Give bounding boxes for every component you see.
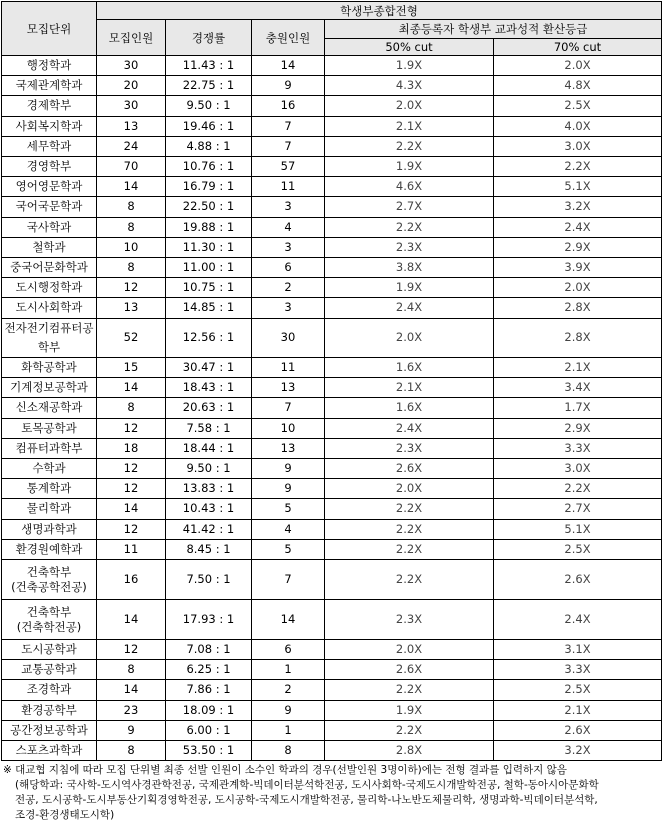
table-row: [2, 560, 662, 600]
cut70-cell: 2.0X: [494, 56, 662, 76]
table-row: [2, 136, 662, 156]
cut50-cell: 2.4X: [325, 418, 494, 438]
header-group: 학생부종합전형: [97, 2, 662, 20]
table-row: [2, 258, 662, 278]
cut50-cell: 2.2X: [325, 560, 494, 600]
waitlist-cell: 1: [252, 720, 325, 740]
cut50-cell: 1.9X: [325, 157, 494, 177]
waitlist-cell: 11: [252, 177, 325, 197]
competition-cell: 6.25 : 1: [166, 660, 252, 680]
competition-cell: 7.50 : 1: [166, 560, 252, 600]
recruit-cell: 8: [97, 258, 166, 278]
unit-cell: 물리학과: [2, 499, 97, 519]
recruit-cell: 9: [97, 720, 166, 740]
waitlist-cell: 7: [252, 116, 325, 136]
cut70-cell: 2.6X: [494, 720, 662, 740]
cut50-cell: 2.7X: [325, 197, 494, 217]
waitlist-cell: 14: [252, 56, 325, 76]
table-row: [2, 177, 662, 197]
recruit-cell: 13: [97, 298, 166, 318]
cut50-cell: 2.2X: [325, 499, 494, 519]
cut70-cell: 2.5X: [494, 539, 662, 559]
unit-cell: 화학공학과: [2, 358, 97, 378]
waitlist-cell: 30: [252, 318, 325, 357]
unit-cell: 환경공학부: [2, 700, 97, 720]
competition-cell: 13.83 : 1: [166, 479, 252, 499]
table-row: [2, 660, 662, 680]
recruit-cell: 10: [97, 237, 166, 257]
cut50-cell: 2.8X: [325, 741, 494, 761]
waitlist-cell: 13: [252, 378, 325, 398]
header-competition: 경쟁률: [166, 20, 252, 56]
cut70-cell: 2.5X: [494, 680, 662, 700]
waitlist-cell: 4: [252, 217, 325, 237]
waitlist-cell: 7: [252, 398, 325, 418]
cut50-cell: 2.3X: [325, 237, 494, 257]
cut70-cell: 4.0X: [494, 116, 662, 136]
table-row: [2, 298, 662, 318]
cut50-cell: 2.2X: [325, 680, 494, 700]
unit-cell: [2, 560, 97, 600]
unit-cell: 기계정보공학과: [2, 378, 97, 398]
cut70-cell: 2.8X: [494, 318, 662, 357]
table-row: [2, 459, 662, 479]
cut50-cell: 2.3X: [325, 438, 494, 458]
waitlist-cell: 9: [252, 700, 325, 720]
competition-cell: 22.50 : 1: [166, 197, 252, 217]
competition-cell: 22.75 : 1: [166, 76, 252, 96]
cut70-cell: 2.1X: [494, 358, 662, 378]
unit-cell: 환경원예학과: [2, 539, 97, 559]
waitlist-cell: 9: [252, 479, 325, 499]
waitlist-cell: 6: [252, 640, 325, 660]
header-grade-group: 최종등록자 학생부 교과성적 환산등급: [325, 20, 662, 39]
cut70-cell: 5.1X: [494, 519, 662, 539]
unit-subname: (건축학전공): [16, 619, 82, 634]
waitlist-cell: 11: [252, 358, 325, 378]
cut50-cell: 2.0X: [325, 318, 494, 357]
table-row: [2, 539, 662, 559]
unit-name: 건축학부: [26, 564, 72, 579]
table-row: [2, 640, 662, 660]
cut70-cell: 3.3X: [494, 438, 662, 458]
table-row: [2, 237, 662, 257]
admission-results-table: [1, 1, 662, 761]
header-cut70: 70% cut: [494, 39, 662, 56]
competition-cell: 16.79 : 1: [166, 177, 252, 197]
waitlist-cell: 6: [252, 258, 325, 278]
cut50-cell: 2.1X: [325, 378, 494, 398]
table-row: [2, 741, 662, 761]
competition-cell: 7.58 : 1: [166, 418, 252, 438]
cut50-cell: 2.4X: [325, 298, 494, 318]
recruit-cell: 12: [97, 459, 166, 479]
waitlist-cell: 3: [252, 298, 325, 318]
footnote-line: 조경-환경생태도시학): [15, 809, 115, 822]
unit-cell: 생명과학과: [2, 519, 97, 539]
cut70-cell: 4.8X: [494, 76, 662, 96]
recruit-cell: 24: [97, 136, 166, 156]
recruit-cell: 18: [97, 438, 166, 458]
waitlist-cell: 9: [252, 459, 325, 479]
table-row: [2, 378, 662, 398]
cut70-cell: 3.3X: [494, 660, 662, 680]
table-row: [2, 700, 662, 720]
cut50-cell: 2.6X: [325, 459, 494, 479]
table-row: [2, 157, 662, 177]
competition-cell: 17.93 : 1: [166, 600, 252, 640]
footnote-line: (해당학과: 국사학-도시역사경관학전공, 국제관계학-빅데이터분석학전공, 도시사회학-국제도시개발학전공, 철학-동아시아문화학: [15, 779, 599, 792]
table-row: [2, 217, 662, 237]
unit-cell: 국사학과: [2, 217, 97, 237]
cut70-cell: 3.0X: [494, 459, 662, 479]
unit-cell: 교통공학과: [2, 660, 97, 680]
competition-cell: 11.30 : 1: [166, 237, 252, 257]
recruit-cell: 15: [97, 358, 166, 378]
recruit-cell: 11: [97, 539, 166, 559]
table-row: [2, 519, 662, 539]
recruit-cell: 8: [97, 660, 166, 680]
table-row: [2, 116, 662, 136]
waitlist-cell: 5: [252, 539, 325, 559]
competition-cell: 12.56 : 1: [166, 318, 252, 357]
unit-cell: 스포츠과학과: [2, 741, 97, 761]
competition-cell: 19.46 : 1: [166, 116, 252, 136]
table-row: [2, 438, 662, 458]
header-cut50: 50% cut: [325, 39, 494, 56]
cut70-cell: 2.8X: [494, 298, 662, 318]
recruit-cell: 12: [97, 418, 166, 438]
unit-cell: 전자전기컴퓨터공학부: [2, 318, 97, 357]
unit-cell: 조경학과: [2, 680, 97, 700]
header-unit: 모집단위: [2, 2, 97, 56]
unit-cell: 국어국문학과: [2, 197, 97, 217]
unit-cell: 중국어문화학과: [2, 258, 97, 278]
waitlist-cell: 5: [252, 499, 325, 519]
unit-cell: 사회복지학과: [2, 116, 97, 136]
recruit-cell: 13: [97, 116, 166, 136]
cut70-cell: 2.5X: [494, 96, 662, 116]
recruit-cell: 14: [97, 177, 166, 197]
header-waitlist: 충원인원: [252, 20, 325, 56]
unit-cell: [2, 600, 97, 640]
waitlist-cell: 8: [252, 741, 325, 761]
cut70-cell: 3.2X: [494, 197, 662, 217]
waitlist-cell: 9: [252, 76, 325, 96]
recruit-cell: 14: [97, 600, 166, 640]
unit-cell: 도시행정학과: [2, 278, 97, 298]
table-row: [2, 680, 662, 700]
footnote-line: ※ 대교협 지침에 따라 모집 단위별 최종 선발 인원이 소수인 학과의 경우(선발인원 3명이하)에는 전형 결과를 입력하지 않음: [3, 764, 567, 777]
cut50-cell: 2.2X: [325, 539, 494, 559]
recruit-cell: 14: [97, 680, 166, 700]
cut70-cell: 3.9X: [494, 258, 662, 278]
cut70-cell: 3.2X: [494, 741, 662, 761]
competition-cell: 9.50 : 1: [166, 96, 252, 116]
cut50-cell: 2.6X: [325, 660, 494, 680]
unit-cell: 통계학과: [2, 479, 97, 499]
cut50-cell: 2.0X: [325, 479, 494, 499]
competition-cell: 20.63 : 1: [166, 398, 252, 418]
waitlist-cell: 14: [252, 600, 325, 640]
waitlist-cell: 4: [252, 519, 325, 539]
recruit-cell: 30: [97, 56, 166, 76]
competition-cell: 18.43 : 1: [166, 378, 252, 398]
cut70-cell: 2.1X: [494, 700, 662, 720]
cut50-cell: 4.3X: [325, 76, 494, 96]
competition-cell: 7.86 : 1: [166, 680, 252, 700]
unit-subname: (건축공학전공): [11, 579, 87, 594]
competition-cell: 41.42 : 1: [166, 519, 252, 539]
cut70-cell: 5.1X: [494, 177, 662, 197]
unit-cell: 철학과: [2, 237, 97, 257]
unit-name: 건축학부: [26, 604, 72, 619]
table-row: [2, 76, 662, 96]
unit-cell: 신소재공학과: [2, 398, 97, 418]
cut70-cell: 2.2X: [494, 157, 662, 177]
cut70-cell: 2.2X: [494, 479, 662, 499]
cut70-cell: 2.6X: [494, 560, 662, 600]
cut50-cell: 2.2X: [325, 720, 494, 740]
unit-cell: 영어영문학과: [2, 177, 97, 197]
unit-cell: 토목공학과: [2, 418, 97, 438]
recruit-cell: 8: [97, 197, 166, 217]
unit-cell: 세무학과: [2, 136, 97, 156]
recruit-cell: 23: [97, 700, 166, 720]
waitlist-cell: 7: [252, 560, 325, 600]
cut70-cell: 2.9X: [494, 237, 662, 257]
unit-cell: 행정학과: [2, 56, 97, 76]
recruit-cell: 16: [97, 560, 166, 600]
table-row: [2, 479, 662, 499]
cut70-cell: 2.4X: [494, 217, 662, 237]
footnote-line: 전공, 도시공학-도시부동산기획경영학전공, 도시공학-국제도시개발학전공, 물리학-나노반도체물리학, 생명과학-빅데이터분석학,: [15, 794, 598, 807]
waitlist-cell: 7: [252, 136, 325, 156]
header-recruit: 모집인원: [97, 20, 166, 56]
cut70-cell: 2.7X: [494, 499, 662, 519]
recruit-cell: 20: [97, 76, 166, 96]
cut50-cell: 2.2X: [325, 136, 494, 156]
unit-cell: 수학과: [2, 459, 97, 479]
cut50-cell: 2.3X: [325, 600, 494, 640]
competition-cell: 8.45 : 1: [166, 539, 252, 559]
table-row: [2, 318, 662, 357]
cut50-cell: 3.8X: [325, 258, 494, 278]
competition-cell: 53.50 : 1: [166, 741, 252, 761]
waitlist-cell: 3: [252, 197, 325, 217]
table-row: [2, 398, 662, 418]
unit-cell: 경제학부: [2, 96, 97, 116]
footnote: [1, 763, 661, 823]
recruit-cell: 14: [97, 499, 166, 519]
cut70-cell: 2.9X: [494, 418, 662, 438]
competition-cell: 11.43 : 1: [166, 56, 252, 76]
table-row: [2, 96, 662, 116]
table-row: [2, 278, 662, 298]
recruit-cell: 8: [97, 741, 166, 761]
recruit-cell: 12: [97, 479, 166, 499]
cut50-cell: 2.0X: [325, 640, 494, 660]
waitlist-cell: 2: [252, 278, 325, 298]
recruit-cell: 70: [97, 157, 166, 177]
competition-cell: 14.85 : 1: [166, 298, 252, 318]
cut50-cell: 1.9X: [325, 278, 494, 298]
competition-cell: 4.88 : 1: [166, 136, 252, 156]
unit-cell: 도시사회학과: [2, 298, 97, 318]
recruit-cell: 12: [97, 278, 166, 298]
competition-cell: 10.76 : 1: [166, 157, 252, 177]
recruit-cell: 8: [97, 217, 166, 237]
waitlist-cell: 2: [252, 680, 325, 700]
cut70-cell: 2.4X: [494, 600, 662, 640]
recruit-cell: 12: [97, 519, 166, 539]
cut50-cell: 1.6X: [325, 358, 494, 378]
cut50-cell: 1.9X: [325, 56, 494, 76]
competition-cell: 18.09 : 1: [166, 700, 252, 720]
table-row: [2, 197, 662, 217]
table-row: [2, 418, 662, 438]
unit-cell: 경영학부: [2, 157, 97, 177]
competition-cell: 11.00 : 1: [166, 258, 252, 278]
competition-cell: 6.00 : 1: [166, 720, 252, 740]
recruit-cell: 14: [97, 378, 166, 398]
table-row: [2, 499, 662, 519]
unit-cell: 컴퓨터과학부: [2, 438, 97, 458]
waitlist-cell: 1: [252, 660, 325, 680]
unit-cell: 공간정보공학과: [2, 720, 97, 740]
waitlist-cell: 13: [252, 438, 325, 458]
waitlist-cell: 10: [252, 418, 325, 438]
unit-cell: 국제관계학과: [2, 76, 97, 96]
table-row: [2, 358, 662, 378]
recruit-cell: 12: [97, 640, 166, 660]
cut50-cell: 1.6X: [325, 398, 494, 418]
cut70-cell: 3.0X: [494, 136, 662, 156]
waitlist-cell: 57: [252, 157, 325, 177]
cut50-cell: 1.9X: [325, 700, 494, 720]
table-row: [2, 720, 662, 740]
waitlist-cell: 16: [252, 96, 325, 116]
unit-cell: 도시공학과: [2, 640, 97, 660]
competition-cell: 30.47 : 1: [166, 358, 252, 378]
competition-cell: 7.08 : 1: [166, 640, 252, 660]
recruit-cell: 52: [97, 318, 166, 357]
waitlist-cell: 3: [252, 237, 325, 257]
recruit-cell: 30: [97, 96, 166, 116]
cut70-cell: 3.1X: [494, 640, 662, 660]
recruit-cell: 8: [97, 398, 166, 418]
cut50-cell: 2.2X: [325, 519, 494, 539]
cut70-cell: 1.7X: [494, 398, 662, 418]
cut50-cell: 2.1X: [325, 116, 494, 136]
competition-cell: 18.44 : 1: [166, 438, 252, 458]
cut70-cell: 2.0X: [494, 278, 662, 298]
cut50-cell: 2.0X: [325, 96, 494, 116]
results-sheet: [1, 1, 661, 823]
competition-cell: 19.88 : 1: [166, 217, 252, 237]
cut50-cell: 4.6X: [325, 177, 494, 197]
table-row: [2, 56, 662, 76]
competition-cell: 10.75 : 1: [166, 278, 252, 298]
cut50-cell: 2.2X: [325, 217, 494, 237]
competition-cell: 10.43 : 1: [166, 499, 252, 519]
competition-cell: 9.50 : 1: [166, 459, 252, 479]
cut70-cell: 3.4X: [494, 378, 662, 398]
table-row: [2, 600, 662, 640]
